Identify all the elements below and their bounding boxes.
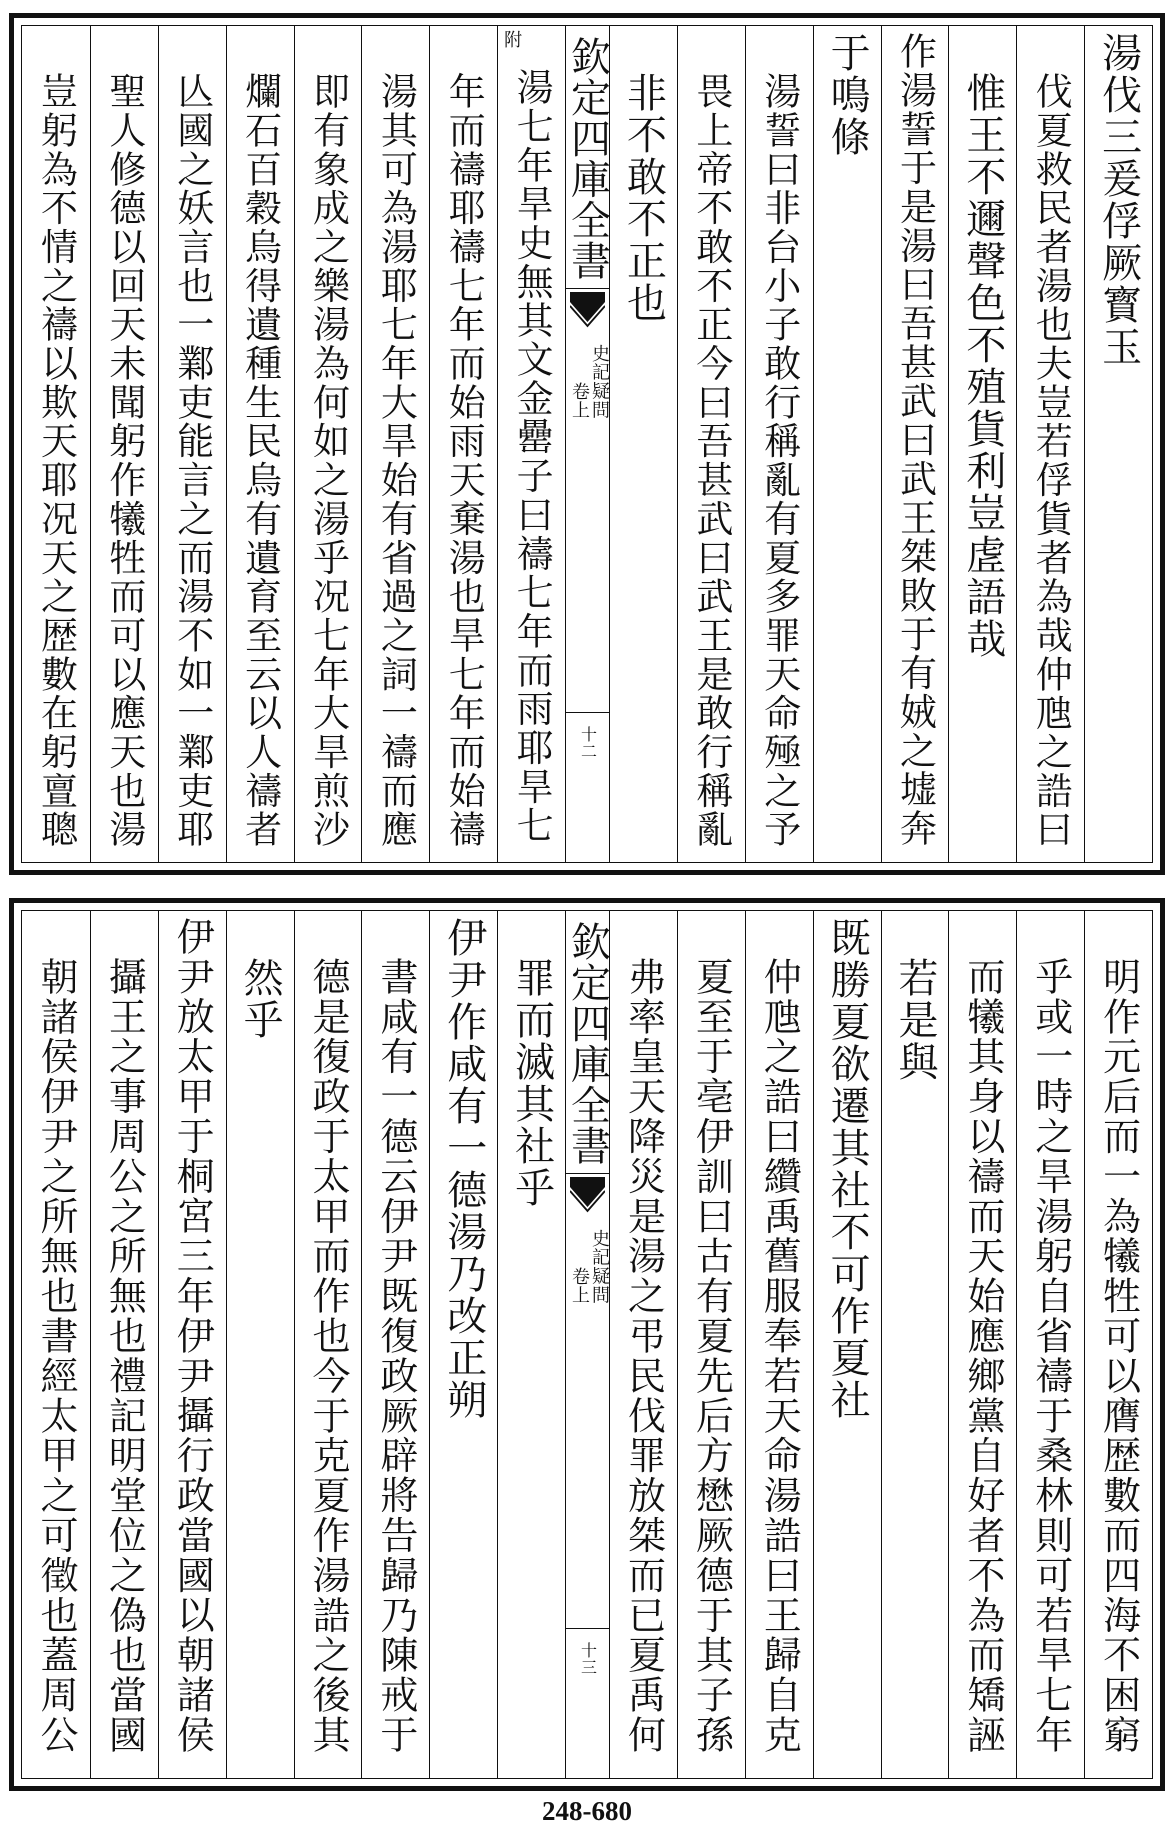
appendix-marker: 附: [501, 30, 523, 49]
fishtail-mark-icon: [570, 1177, 605, 1213]
text-column: [158, 26, 226, 862]
text-column: [158, 911, 226, 1778]
banner-title: 欽定四庫全書: [564, 36, 611, 281]
text-column: [948, 26, 1016, 862]
column-text: 湯伐三爰俘厥寳玉: [1095, 32, 1142, 368]
text-column: [948, 911, 1016, 1778]
column-text: 伊尹作咸有一德湯乃改正朔: [440, 917, 487, 1421]
column-text: 伊尹放太甲于桐宮三年伊尹攝行政當國以朝諸侯: [170, 917, 215, 1755]
text-column: [881, 26, 949, 862]
column-text: 非不敢不正也: [620, 72, 667, 324]
folio-number: 十二: [578, 726, 598, 760]
column-text: 畏上帝不敢不正今曰吾甚武曰武王是敢行稱亂: [689, 72, 733, 849]
column-text: 伐夏救民者湯也夫豈若俘貨者為哉仲虺之誥曰: [1029, 72, 1073, 849]
plate-number: 248-680: [542, 1796, 632, 1826]
column-text: 仲虺之誥曰纘禹舊服奉若天命湯誥曰王歸自克: [757, 957, 802, 1755]
banner-fold: [565, 26, 609, 862]
column-text: 既勝夏欲遷其社不可作夏社: [824, 917, 871, 1421]
text-column: [1084, 911, 1152, 1778]
top-page-frame: [9, 13, 1165, 875]
text-column: [226, 911, 294, 1778]
column-text: 湯七年旱史無其文金罍子曰禱七年而雨耶旱七: [510, 68, 554, 845]
text-column: [90, 26, 158, 862]
text-column: [745, 26, 813, 862]
text-column: [1016, 911, 1084, 1778]
column-text: 湯其可為湯耶七年大旱始有省過之詞一禱而應: [374, 72, 418, 849]
text-column: [881, 911, 949, 1778]
column-text: 作湯誓于是湯曰吾甚武曰武王桀敗于有娀之墟奔: [893, 32, 937, 848]
column-text: 即有象成之樂湯為何如之湯乎况七年大旱煎沙: [306, 72, 350, 849]
column-text: 而犧其身以禱而天始應鄉黨自好者不為而矯誣: [960, 957, 1005, 1755]
column-text: 明作元后而一為犧牲可以膺歴數而四海不困窮: [1096, 957, 1141, 1755]
column-text: 爛石百穀烏得遺種生民烏有遺育至云以人禱者: [238, 72, 282, 849]
text-column: [294, 911, 362, 1778]
column-text: 于鳴條: [824, 32, 871, 158]
column-text: 乎或一時之旱湯躬自省禱于桑林則可若旱七年: [1028, 957, 1073, 1755]
text-column: [609, 26, 677, 862]
column-text: 弗率皇天降災是湯之弔民伐罪放桀而已夏禹何: [621, 957, 666, 1755]
column-text: 年而禱耶禱七年而始雨天棄湯也旱七年而始禱: [442, 72, 486, 849]
text-column: [677, 911, 745, 1778]
text-column: [361, 26, 429, 862]
banner-volume: 卷上: [569, 1267, 590, 1305]
text-column: [429, 26, 497, 862]
text-column: [1016, 26, 1084, 862]
column-text: 罪而滅其社乎: [508, 957, 555, 1209]
text-column: [497, 911, 565, 1778]
column-text: 朝諸侯伊尹之所無也書經太甲之可徵也蓋周公: [33, 957, 78, 1755]
text-column: [22, 26, 90, 862]
top-page-inner-border: [21, 25, 1153, 863]
folio-number: 十三: [578, 1642, 598, 1676]
banner-book-title: 史記疑問: [589, 1229, 610, 1305]
banner-rule: [566, 288, 609, 289]
text-column: [361, 911, 429, 1778]
text-column: [1084, 26, 1152, 862]
banner-rule: [566, 1628, 609, 1629]
text-column: [429, 911, 497, 1778]
text-column: [813, 911, 881, 1778]
banner-fold: [565, 911, 609, 1778]
bottom-page-frame: [9, 898, 1165, 1791]
top-page-columns: [22, 26, 1152, 862]
fishtail-mark-icon: [570, 292, 605, 328]
banner-book-title: 史記疑問: [589, 344, 610, 420]
banner-volume: 卷上: [569, 382, 590, 420]
text-column: [294, 26, 362, 862]
column-text: 攝王之事周公之所無也禮記明堂位之偽也當國: [102, 957, 147, 1755]
column-text: 書咸有一德云伊尹既復政厥辟將告歸乃陳戒于: [373, 957, 418, 1755]
bottom-page-columns: [22, 911, 1152, 1778]
text-column: [813, 26, 881, 862]
column-text: 豈躬為不情之禱以欺天耶况天之歴數在躬亶聰: [34, 72, 78, 849]
text-column: [226, 26, 294, 862]
text-column: [745, 911, 813, 1778]
column-text: 聖人修德以回天未聞躬作犧牲而可以應天也湯: [102, 72, 146, 849]
column-text: 然乎: [237, 957, 284, 1041]
column-text: 惟王不邇聲色不殖貨利豈虗語哉: [959, 72, 1006, 660]
bottom-page-inner-border: [21, 910, 1153, 1779]
banner-rule: [566, 1173, 609, 1174]
text-column: [609, 911, 677, 1778]
column-text: 德是復政于太甲而作也今于克夏作湯誥之後其: [305, 957, 350, 1755]
text-column: [497, 26, 565, 862]
column-text: 亾國之妖言也一鄴吏能言之而湯不如一鄴吏耶: [170, 72, 214, 849]
banner-title: 欽定四庫全書: [564, 921, 611, 1166]
banner-rule: [566, 712, 609, 713]
column-text: 若是與: [891, 957, 938, 1083]
text-column: [90, 911, 158, 1778]
text-column: [22, 911, 90, 1778]
column-text: 夏至于亳伊訓曰古有夏先后方懋厥德于其子孫: [689, 957, 734, 1755]
text-column: [677, 26, 745, 862]
column-text: 湯誓曰非台小子敢行稱亂有夏多罪天命殛之予: [757, 72, 801, 849]
